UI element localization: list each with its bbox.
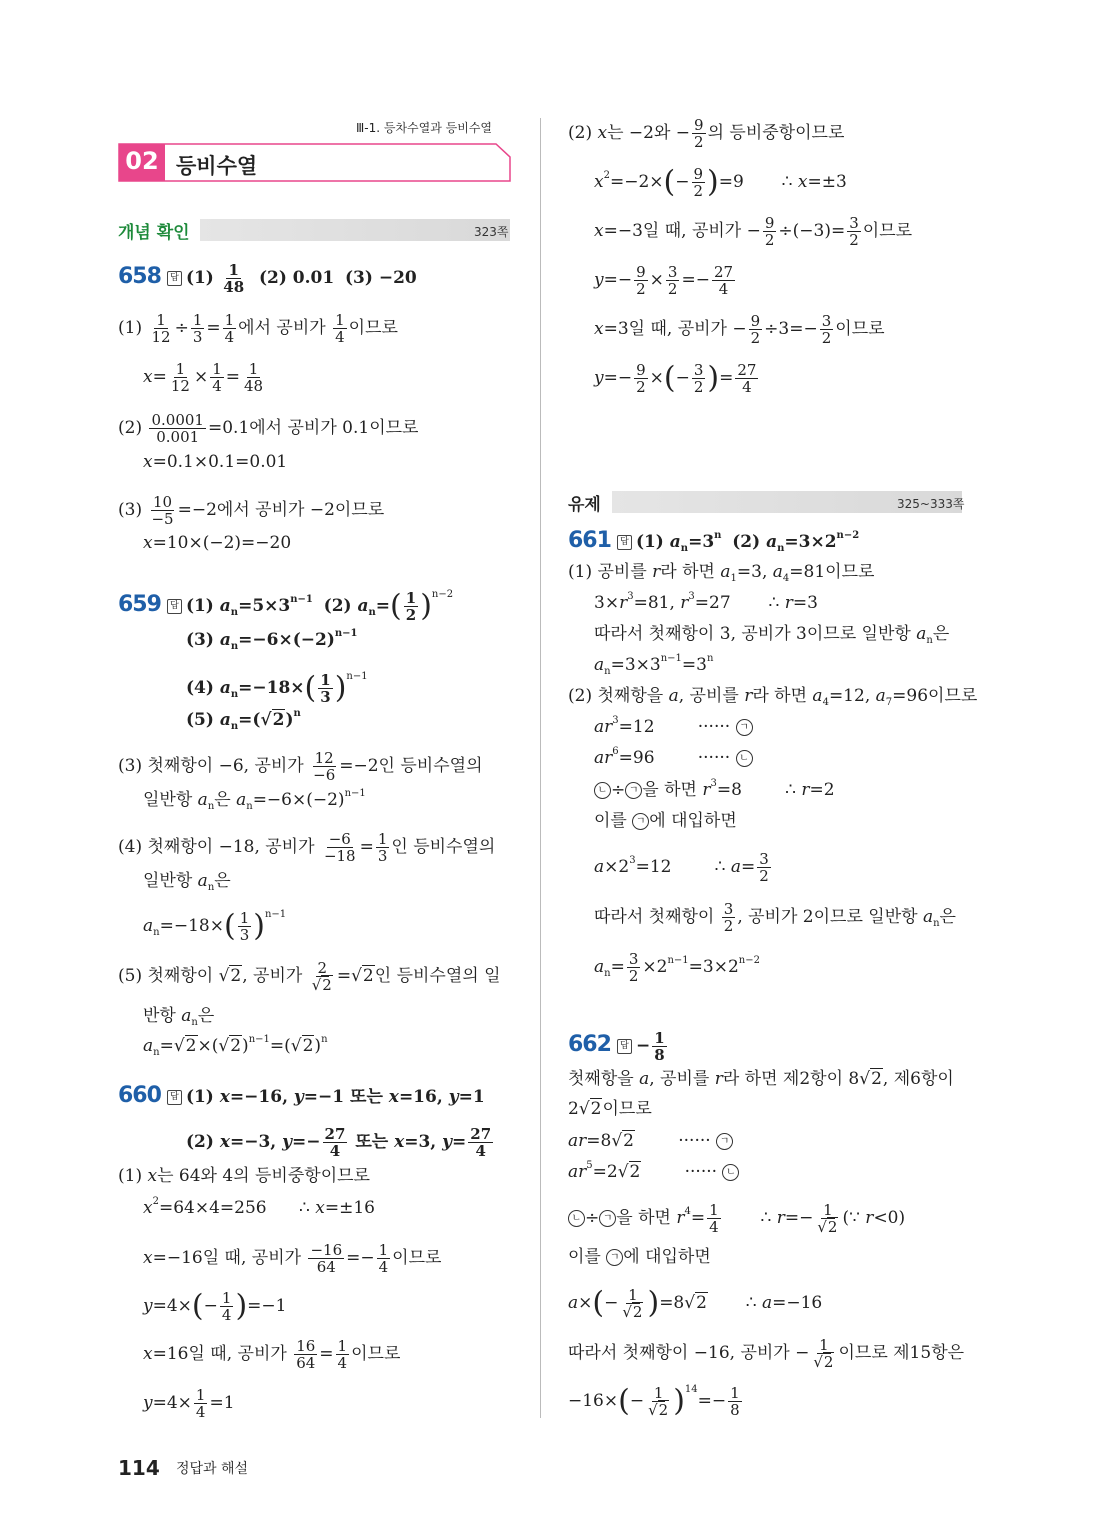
solution-line: 일반항 $a_n$은 $a_n=-6\times(-2)^{n-1}$ xyxy=(143,788,366,812)
solution-line: $3\times r^3=81$, $r^3=27$ ∴ r=3 xyxy=(594,591,818,613)
solution-line: $x^2=-2\times(-$ $\frac{9}{2}$ )=9 ∴ x=±3 xyxy=(594,164,847,200)
solution-line: y=− $\frac{9}{2}$ ×(− $\frac{3}{2}$ )= $\frac{27}{4}$ xyxy=(594,360,757,396)
answer-line: (2) x=−3, y=− $\frac{27}{4}$ 또는 x=3, y= $\frac{27}{4}$ xyxy=(186,1125,492,1160)
solution-line: (2) 첫째항을 a, 공비를 r라 하면 $a_4=12$, $a_7=96$이므로 xyxy=(568,686,978,708)
problem-659-answer: 659 답 (1) $a_n=5\times 3^{n-1}$ (2) $a_n=$( $\frac{1}{2}$ )$^{n-2}$ xyxy=(118,588,454,624)
answer-icon: 답 xyxy=(617,535,632,550)
problem-658-answer: 658 답 (1) $\frac{1}{48}$ (2) 0.01 (3) −20 xyxy=(118,261,417,296)
solution-line: 이를 ㄱ 에 대입하면 xyxy=(594,811,737,831)
problem-660-answer: 660 답 (1) x=−16, y=−1 또는 x=16, y=1 xyxy=(118,1083,485,1108)
solution-line: 이를 ㄱ 에 대입하면 xyxy=(568,1247,711,1267)
problem-number: 661 xyxy=(568,528,611,553)
concept-band xyxy=(200,219,510,241)
answer-icon: 답 xyxy=(167,599,182,614)
solution-line: $ar^5=2√2$ ······ ㄴ xyxy=(568,1162,739,1182)
footer-label: 정답과 해설 xyxy=(176,1461,249,1477)
solution-line: $a_n=3\times 3^{n-1}=3^n$ xyxy=(594,653,714,677)
solution-line: 따라서 첫째항이 3, 공비가 3이므로 일반항 $a_n$은 xyxy=(594,624,950,646)
problem-662-answer: 662 답 − $\frac{1}{8}$ xyxy=(568,1029,665,1064)
answer-line: (5) $a_n=(√2)^n$ xyxy=(186,708,301,732)
solution-line: x=−16일 때, 공비가 $\frac{-16}{64}$ =− $\frac{1}{4}$ 이므로 xyxy=(143,1241,442,1276)
solution-line: y=4×(− $\frac{1}{4}$ )=−1 xyxy=(143,1288,287,1324)
solution-line: 첫째항을 a, 공비를 r라 하면 제2항이 8√2, 제6항이 xyxy=(568,1069,954,1089)
section-title: 등비수열 xyxy=(176,154,258,178)
solution-line: x=0.1×0.1=0.01 xyxy=(143,452,288,472)
practice-title: 유제 xyxy=(568,495,601,515)
breadcrumb: Ⅲ-1. 등차수열과 등비수열 xyxy=(356,121,493,135)
solution-line: y=4× $\frac{1}{4}$ =1 xyxy=(143,1386,235,1421)
solution-line: x=−3일 때, 공비가 − $\frac{9}{2}$ ÷(−3)= $\frac{3}{2}$ 이므로 xyxy=(594,214,913,249)
solution-line: (1) x는 64와 4의 등비중항이므로 xyxy=(118,1166,370,1186)
concept-page: 323쪽 xyxy=(474,225,509,239)
solution-line: $x^2=64\times 4=256$ ∴ x=±16 xyxy=(143,1196,375,1218)
solution-line: $ar^6=96$ ······ ㄴ xyxy=(594,748,753,768)
problem-number: 662 xyxy=(568,1032,611,1057)
section-header xyxy=(118,143,510,181)
solution-line: 따라서 첫째항이 −16, 공비가 − $\frac{1}{√2}$ 이므로 제15항은 xyxy=(568,1336,965,1371)
solution-line: 일반항 $a_n$은 xyxy=(143,871,231,893)
solution-line: (1) $\frac{1}{12}$ ÷ $\frac{1}{3}$ = $\frac{1}{4}$ 에서 공비가 $\frac{1}{4}$ 이므로 xyxy=(118,311,398,346)
solution-line: 반항 $a_n$은 xyxy=(143,1006,215,1028)
solution-line: −16×(− $\frac{1}{√2}$ )$^{14}$=− $\frac{1}{8}$ xyxy=(568,1383,740,1419)
solution-line: (5) 첫째항이 √2, 공비가 $\frac{2}{√2}$ =√2인 등비수열의 일 xyxy=(118,959,501,994)
solution-line: a×(− $\frac{1}{√2}$ )=8√2 ∴ a=−16 xyxy=(568,1285,823,1321)
solution-line: $a\times 2^3=12$ ∴ a= $\frac{3}{2}$ xyxy=(594,850,769,885)
solution-line: ar=8√2 ······ ㄱ xyxy=(568,1131,733,1151)
solution-line: $ar^3=12$ ······ ㄱ xyxy=(594,717,753,737)
solution-line: (2) $\frac{0.0001}{0.001}$ =0.1에서 공비가 0.1이므로 xyxy=(118,411,419,446)
concept-title: 개념 확인 xyxy=(118,223,190,243)
solution-line: x=16일 때, 공비가 $\frac{16}{64}$ = $\frac{1}{4}$ 이므로 xyxy=(143,1337,401,1372)
solution-line: (2) x는 −2와 − $\frac{9}{2}$ 의 등비중항이므로 xyxy=(568,116,845,151)
solution-line: $a_n=$ $\frac{3}{2}$ $\times 2^{n-1}=3\times 2^{n-2}$ xyxy=(594,950,760,985)
solution-line: (3) $\frac{10}{-5}$ =−2에서 공비가 −2이므로 xyxy=(118,493,385,528)
problem-number: 659 xyxy=(118,592,161,617)
solution-line: x=10×(−2)=−20 xyxy=(143,533,292,553)
solution-line: (1) 공비를 r라 하면 $a_1=3$, $a_4=81$이므로 xyxy=(568,562,875,584)
solution-line: 2√2이므로 xyxy=(568,1099,652,1119)
problem-number: 660 xyxy=(118,1083,161,1108)
solution-line: 따라서 첫째항이 $\frac{3}{2}$ , 공비가 2이므로 일반항 $a_n$은 xyxy=(594,900,956,935)
solution-line: x= $\frac{1}{12}$ × $\frac{1}{4}$ = $\frac{1}{48}$ xyxy=(143,360,264,395)
problem-number: 658 xyxy=(118,264,161,289)
column-divider xyxy=(540,118,541,1418)
practice-page: 325~333쪽 xyxy=(897,497,965,511)
solution-line: $a_n=√2\times(√2)^{n-1}=(√2)^n$ xyxy=(143,1034,328,1058)
problem-661-answer: 661 답 (1) $a_n=3^n$ (2) $a_n=3\times 2^{n-2}$ xyxy=(568,528,860,554)
answer-line: (4) $a_n=-18\times$( $\frac{1}{3}$ )$^{n-1}$ xyxy=(186,670,368,706)
solution-line: (3) 첫째항이 −6, 공비가 $\frac{12}{-6}$ =−2인 등비수열의 xyxy=(118,749,483,784)
solution-line: x=3일 때, 공비가 − $\frac{9}{2}$ ÷3=− $\frac{3}{2}$ 이므로 xyxy=(594,312,885,347)
solution-line: ㄴ ÷ ㄱ 을 하면 $r^3=8$ ∴ r=2 xyxy=(594,780,835,800)
solution-line: ㄴ ÷ ㄱ 을 하면 $r^4=$ $\frac{1}{4}$ ∴ r=− $\frac{1}{√2}$ (∵ r<0) xyxy=(568,1202,905,1235)
solution-line: y=− $\frac{9}{2}$ × $\frac{3}{2}$ =− $\frac{27}{4}$ xyxy=(594,263,734,298)
answer-icon: 답 xyxy=(617,1039,632,1054)
solution-line: (4) 첫째항이 −18, 공비가 $\frac{-6}{-18}$ = $\frac{1}{3}$ 인 등비수열의 xyxy=(118,830,496,865)
answer-icon: 답 xyxy=(167,1090,182,1105)
section-number: 02 xyxy=(125,147,159,175)
page-number: 114 xyxy=(118,1456,160,1480)
answer-icon: 답 xyxy=(167,271,182,286)
solution-line: $a_n=-18\times$( $\frac{1}{3}$ )$^{n-1}$ xyxy=(143,908,287,944)
answer-line: (3) $a_n=-6\times(-2)^{n-1}$ xyxy=(186,628,358,652)
